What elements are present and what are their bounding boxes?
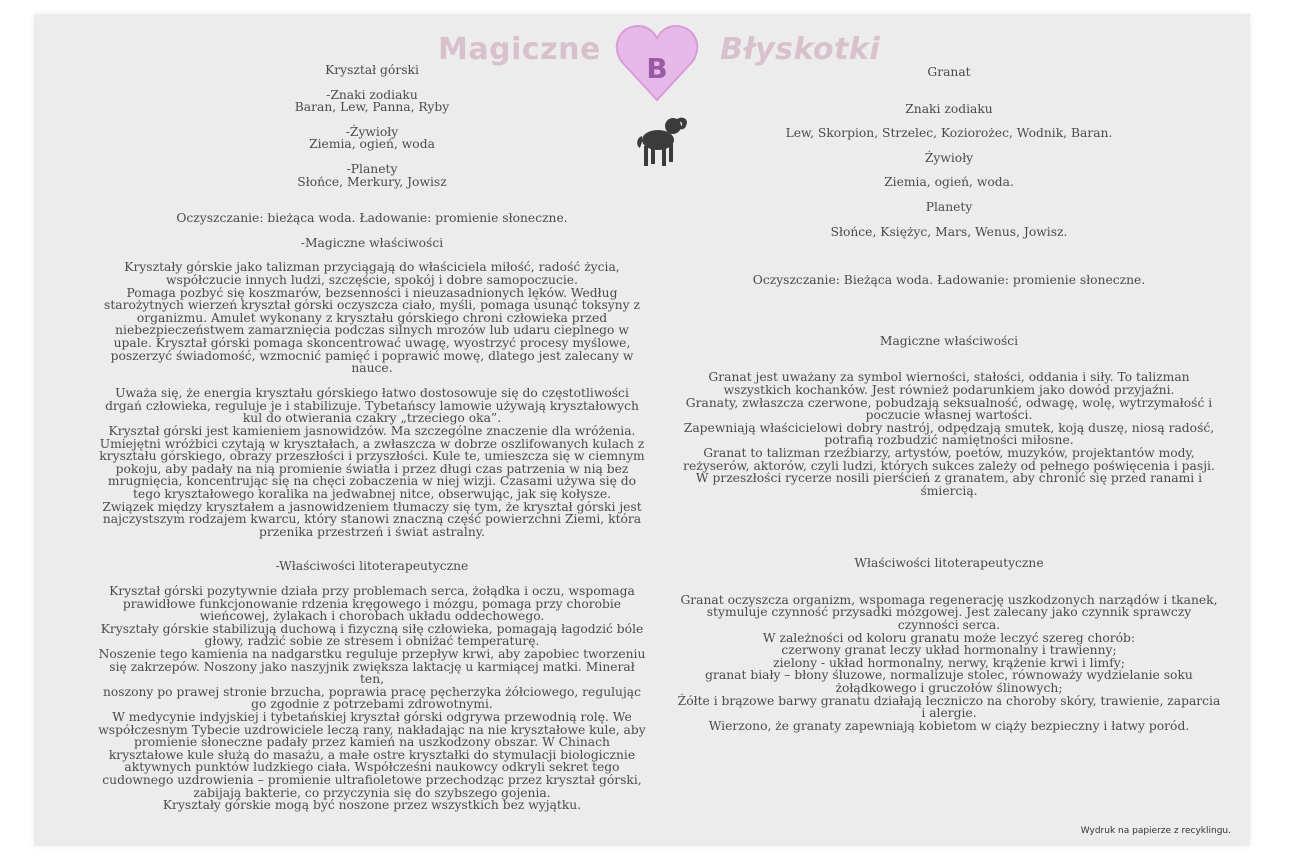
left-planets-heading: -Planety — [346, 161, 398, 176]
right-litho-heading: Właściwości litoterapeutyczne — [854, 556, 1044, 571]
left-zodiac-heading: -Znaki zodiaku — [326, 87, 418, 102]
text-line: Kryształ górski pozytywnie działa przy problemach serca, żołądka i oczu, wspomaga — [109, 584, 635, 598]
text-line: W medycynie indyjskiej i tybetańskiej kryształ górski odgrywa przewodnią rolę. We — [112, 709, 632, 724]
brand-name-right: Błyskotki — [720, 32, 881, 67]
left-magic-heading: -Magiczne właściwości — [300, 235, 444, 250]
text-line: wieńcowej, żylakach i chorobach układu oddechowego. — [199, 609, 545, 624]
left-litho-heading: -Właściwości litoterapeutyczne — [275, 559, 469, 574]
text-line: przenika przestrzeń i świat astralny. — [259, 524, 485, 539]
left-elements-heading: -Żywioły — [345, 124, 399, 139]
brand-name-left: Magiczne — [438, 32, 601, 67]
text-line: upale. Kryształ górski pomaga skoncentrować uwagę, wyostrzyć procesy myślowe, — [113, 335, 631, 350]
text-line: kul do otwierania czakry „trzeciego oka”. — [242, 411, 502, 426]
right-elements-value: Ziemia, ogień, woda. — [884, 175, 1014, 190]
right-title: Granat — [927, 65, 971, 79]
text-line: mrugnięcia, koncentrując się na chęci zobaczenia w niej wizji. Czasami używa się do — [107, 474, 637, 489]
recycled-paper-note: Wydruk na papierze z recyklingu. — [1080, 826, 1231, 836]
text-line: poczucie własnej wartości. — [865, 408, 1033, 423]
text-line: Kryształy górskie jako talizman przyciągają do właściciela miłość, radość życia, — [124, 260, 620, 275]
text-line: Zapewniają właścicielowi dobry nastrój, odpędzają smutek, koją duszę, niosą radość, — [683, 420, 1215, 435]
text-line: śmiercią. — [920, 483, 978, 498]
text-line: W przeszłości rycerze nosili pierścień z granatem, aby chronić się przed ranami i — [695, 471, 1203, 486]
text-line: współczucie innych ludzi, szczęście, spokój i dobre samopoczucie. — [166, 272, 578, 287]
text-line: Żółte i brązowe barwy granatu działają leczniczo na choroby skóry, trawienie, zaparcia — [677, 693, 1221, 708]
text-line: i alergie. — [921, 706, 977, 721]
text-line: nauce. — [351, 361, 393, 376]
text-line: Pomaga pozbyć się koszmarów, bezsenności i nieuzasadnionych lęków. Według — [126, 285, 618, 300]
left-litho-text — [98, 585, 646, 812]
left-zodiac-value: Baran, Lew, Panna, Ryby — [294, 100, 450, 115]
text-line: zielony - układ hormonalny, nerwy, krążenie krwi i limfy; — [773, 655, 1125, 670]
left-cleansing: Oczyszczanie: bieżąca woda. Ładowanie: promienie słoneczne. — [176, 211, 568, 226]
text-line: niebezpieczeństwem zamarznięcia podczas silnych mrozów lub udaru cieplnego w — [115, 323, 629, 338]
right-cleansing: Oczyszczanie: Bieżąca woda. Ładowanie: promienie słoneczne. — [752, 273, 1146, 288]
right-magic-text — [672, 371, 1226, 497]
text-line: Granat jest uważany za symbol wierności, stałości, oddania i siły. To talizman — [708, 370, 1190, 385]
text-line: go zgodnie z potrzebami zdrowotnymi. — [251, 697, 493, 712]
left-magic-text — [98, 261, 646, 538]
text-line: aktywnych punktów ludzkiego ciała. Współcześni naukowcy odkryli sekret tego — [124, 760, 620, 775]
text-line: Granat to talizman rzeźbiarzy, artystów, poetów, muzyków, projektantów mody, — [703, 445, 1195, 460]
text-line: współczesnym Tybecie uzdrowiciele leczą rany, nakładając na nie kryształowe kule, aby — [98, 722, 646, 737]
text-line: zabijają bakterie, co przyczynia się do szybszego gojenia. — [193, 785, 551, 800]
text-line: wszystkich kochanków. Jest również podarunkiem jako dowód przyjaźni. — [723, 382, 1175, 397]
text-line: tego kryształowego koralika na jedwabnej nitce, obserwując, jak się kołysze. — [132, 487, 612, 502]
text-line: Kryształy górskie stabilizują duchową i fizyczną siłę człowieka, pomagają łagodzić bóle — [100, 621, 644, 636]
left-column-kryształ-górski — [98, 0, 646, 812]
text-line: poszerzyć świadomość, wzmocnić pamięć i poprawić mowę, dlatego jest zalecany w — [110, 348, 634, 363]
text-line: żołądkowego i gruczołów ślinowych; — [835, 681, 1063, 696]
right-planets-heading: Planety — [925, 199, 973, 214]
text-line: Kryształy górskie mogą być noszone przez wszystkich bez wyjątku. — [162, 798, 582, 813]
text-line: Uważa się, że energia kryształu górskiego łatwo dostosowuje się do częstotliwości — [115, 386, 629, 401]
right-litho-text — [672, 594, 1226, 733]
text-line: granat biały – błony śluzowe, normalizuje stolec, równoważy wydzielanie soku — [705, 668, 1193, 683]
text-line: Wierzono, że granaty zapewniają kobietom w ciąży bezpieczny i łatwy poród. — [708, 718, 1190, 733]
text-line: organizmu. Amulet wykonany z kryształu górskiego chroni człowieka przed — [136, 310, 608, 325]
text-line: Związek między kryształem a jasnowidzeniem tłumaczy się tym, że kryształ górski jest — [102, 499, 642, 514]
left-title: Kryształ górski — [325, 63, 419, 77]
text-line: czynności serca. — [897, 618, 1001, 633]
text-line: potrafią rozbudzić namiętności miłosne. — [824, 433, 1074, 448]
logo-letter: B — [646, 52, 668, 85]
text-line: się zakrzepów. Noszony jako naszyjnik zwiększa laktację u karmiącej matki. Minerał ten, — [109, 659, 635, 687]
text-line: pokoju, aby padały na nią promienie światła i przez długi czas patrzenia w nią bez — [115, 461, 629, 476]
text-line: kryształu górskiego, obrazy przeszłości i przyszłości. Kule te, umieszcza się w ciemnym — [99, 449, 645, 464]
left-planets-value: Słońce, Merkury, Jowisz — [297, 174, 447, 189]
right-magic-heading: Magiczne właściwości — [879, 333, 1019, 348]
right-planets-value: Słońce, Księżyc, Mars, Wenus, Jowisz. — [830, 224, 1068, 239]
text-line: najczystszym rodzajem kwarcu, który stanowi znaczną część powierzchni Ziemi, która — [102, 512, 642, 527]
text-line: W zależności od koloru granatu może leczyć szereg chorób: — [762, 630, 1136, 645]
text-line: drgań człowieka, reguluje je i stabilizuje. Tybetańscy lamowie używają kryształowych — [105, 398, 639, 413]
right-column-granat — [672, 0, 1226, 732]
right-zodiac-heading: Znaki zodiaku — [905, 101, 993, 116]
text-line: Granaty, zwłaszcza czerwone, pobudzają seksualność, odwagę, wolę, wytrzymałość i — [685, 395, 1213, 410]
text-line: kryształowe kule służą do masażu, a małe ostre kryształki do stymulacji biologicznie — [108, 747, 636, 762]
text-line: prawidłowe funkcjonowanie rdzenia kręgowego i mózgu, pomaga przy chorobie — [122, 596, 622, 611]
text-line: cudownego uzdrowienia – promienie ultrafioletowe przechodząc przez kryształ górski, — [102, 772, 642, 787]
text-line: reżyserów, aktorów, czyli ludzi, których sukces zależy od pełnego poświęcenia i pasji. — [683, 458, 1215, 473]
text-line: noszony po prawej stronie brzucha, poprawia pracę pęcherzyka żółciowego, regulując — [102, 684, 641, 699]
right-elements-heading: Żywioły — [924, 150, 974, 165]
text-line: czerwony granat leczy układ hormonalny i trawienny; — [781, 643, 1117, 658]
text-line: stymuluje czynność przysadki mózgowej. Jest zalecany jako czynnik sprawczy — [706, 605, 1192, 620]
text-line: promienie słoneczne padały przez kamień na uszkodzony obszar. W Chinach — [134, 735, 610, 750]
text-line: Granat oczyszcza organizm, wspomaga regenerację uszkodzonych narządów i tkanek, — [680, 592, 1218, 607]
left-elements-value: Ziemia, ogień, woda — [309, 137, 435, 152]
text-line: Noszenie tego kamienia na nadgarstku reguluje przepływ krwi, aby zapobiec tworzeniu — [98, 646, 646, 661]
text-line: Umiejętni wróżbici czytają w kryształach, a zwłaszcza w dobrze oszlifowanych kulach z — [99, 436, 645, 451]
text-line: starożytnych wierzeń kryształ górski oczyszcza ciało, myśli, pomaga usunąć toksyny z — [104, 298, 640, 313]
right-zodiac-value: Lew, Skorpion, Strzelec, Koziorożec, Wodnik, Baran. — [785, 126, 1113, 141]
text-line: Kryształ górski jest kamieniem jasnowidzów. Ma szczególne znaczenie dla wróżenia. — [108, 424, 636, 439]
text-line: głowy, radzić sobie ze stresem i obniżać temperaturę. — [204, 634, 540, 649]
